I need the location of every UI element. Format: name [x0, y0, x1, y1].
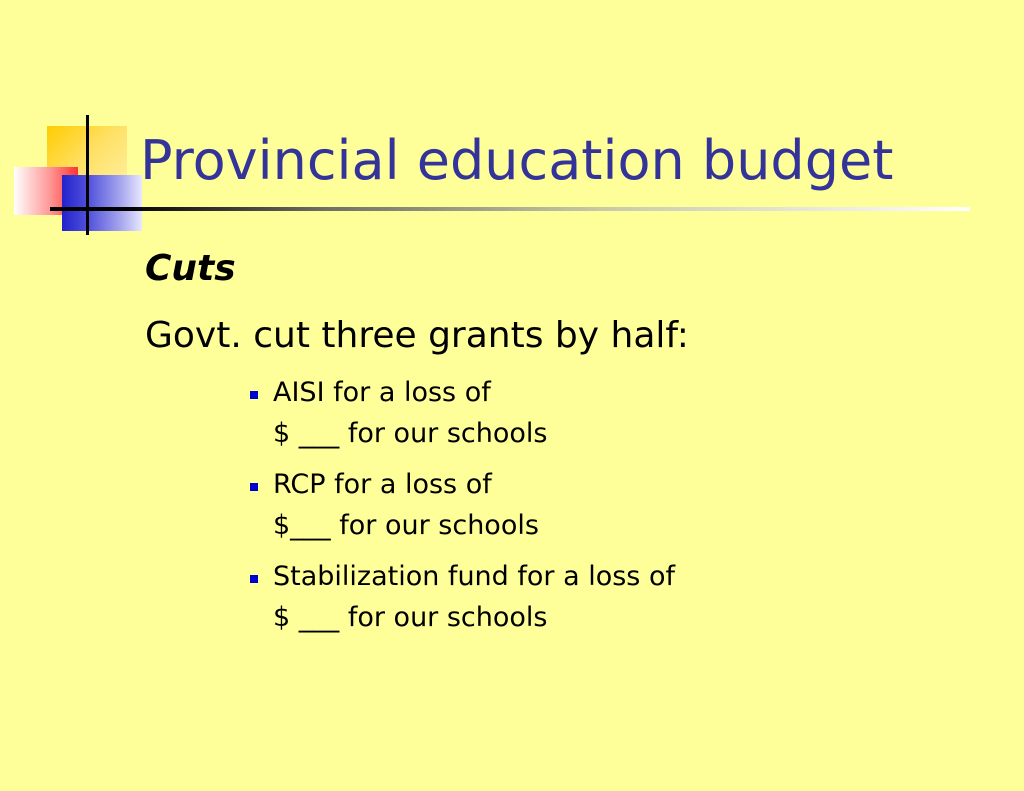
slide-title: Provincial education budget	[140, 129, 894, 192]
bullet-item-rcp	[247, 464, 675, 546]
vertical-rule	[86, 115, 89, 235]
bullet-list	[247, 372, 675, 648]
bullet-line: RCP for a loss of	[273, 469, 492, 500]
bullet-line: Stabilization fund for a loss of	[273, 561, 675, 592]
bullet-line: AISI for a loss of	[273, 377, 491, 408]
title-underline	[50, 207, 970, 211]
blue-square-decoration	[62, 175, 142, 231]
bullet-line: $___ for our schools	[273, 510, 539, 541]
lead-text: Govt. cut three grants by half:	[145, 315, 689, 356]
square-bullet-icon	[250, 483, 258, 491]
bullet-item-stabilization	[247, 556, 675, 638]
bullet-item-aisi	[247, 372, 675, 454]
square-bullet-icon	[250, 575, 258, 583]
square-bullet-icon	[250, 391, 258, 399]
bullet-line: $ ___ for our schools	[273, 602, 548, 633]
bullet-line: $ ___ for our schools	[273, 418, 548, 449]
section-heading: Cuts	[145, 248, 236, 289]
